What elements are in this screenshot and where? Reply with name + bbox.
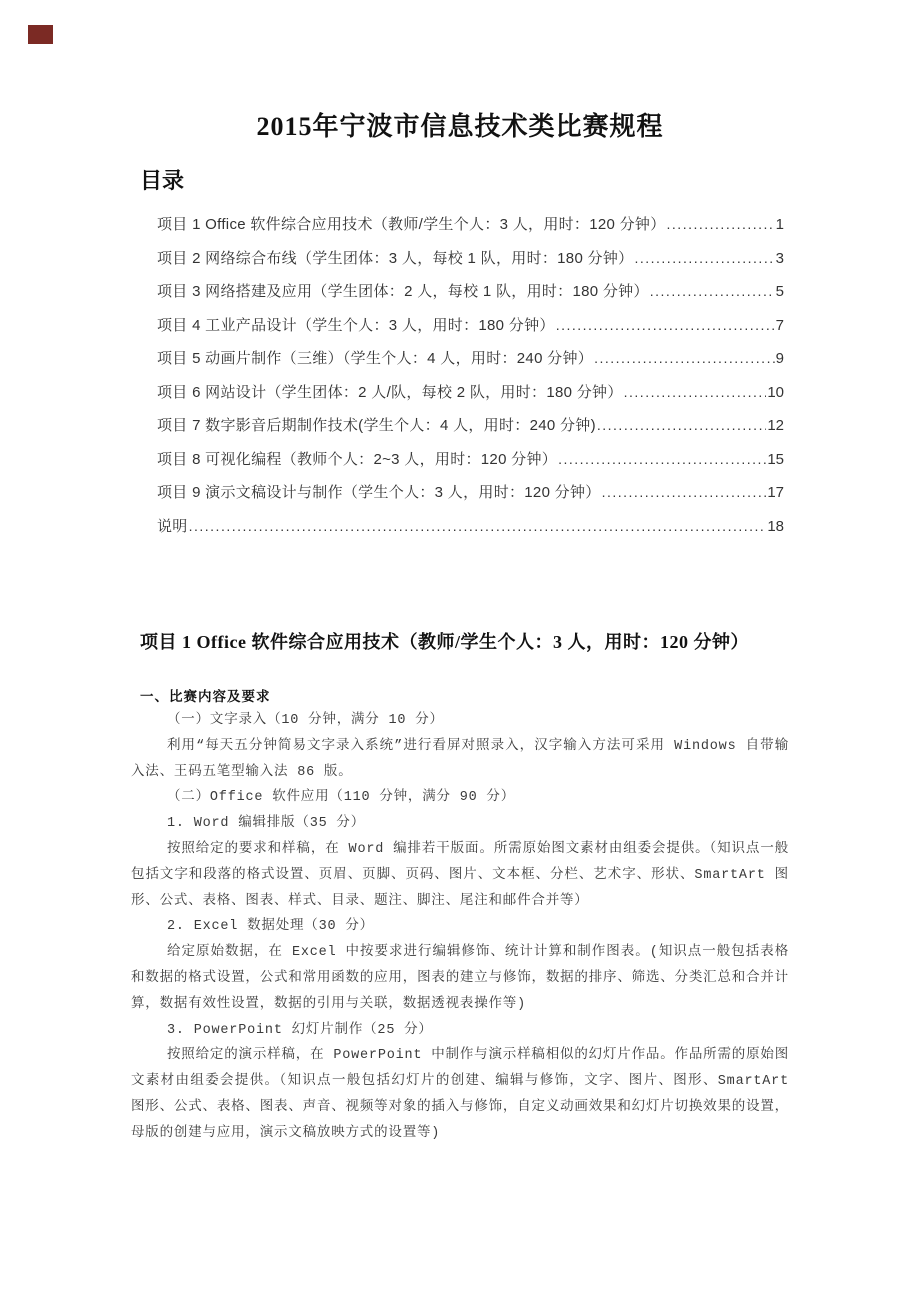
- toc-dot-leader: [597, 417, 766, 434]
- toc-page-number: 5: [775, 283, 784, 300]
- toc-item-label: 项目 8 可视化编程（教师个人：2~3 人，用时：120 分钟）: [157, 450, 558, 468]
- toc-item[interactable]: [157, 448, 784, 482]
- toc-item-label: 项目 6 网站设计（学生团体：2 人/队，每校 2 队，用时：180 分钟）: [157, 383, 623, 401]
- toc-dot-leader: [189, 518, 767, 535]
- toc-dot-leader: [650, 283, 775, 300]
- toc-dot-leader: [667, 216, 775, 233]
- toc-item-label: 说明: [157, 517, 188, 535]
- body-paragraph: 2. Excel 数据处理（30 分）: [167, 919, 374, 935]
- toc-page-number: 17: [767, 484, 784, 501]
- toc-item-label: 项目 1 Office 软件综合应用技术（教师/学生个人：3 人，用时：120 分钟）: [157, 216, 666, 233]
- toc-item[interactable]: [157, 481, 784, 515]
- toc-item[interactable]: [157, 314, 784, 348]
- section-body: [131, 708, 789, 1147]
- toc-item[interactable]: [157, 280, 784, 314]
- toc-page-number: 1: [775, 216, 784, 233]
- toc-item-label: 项目 9 演示文稿设计与制作（学生个人：3 人，用时：120 分钟）: [157, 484, 601, 501]
- toc-item-label: 项目 7 数字影音后期制作技术(学生个人：4 人，用时：240 分钟): [157, 417, 596, 434]
- body-paragraph: 按照给定的演示样稿，在 PowerPoint 中制作与演示样稿相似的幻灯片作品。作品所需的原始图文素材由组委会提供。（知识点一般包括幻灯片的创建、编辑与修饰，文字、图片、图形、SmartArt 图形、公式、表格、图表、声音、视频等对象的插入与修饰，自定义动画效果和幻灯片切换效果的设置，母版的创建与应用，演示文稿放映方式的设置等): [131, 1048, 789, 1141]
- corner-watermark: [28, 25, 53, 44]
- toc-dot-leader: [624, 384, 767, 401]
- toc-page-number: 18: [767, 517, 784, 535]
- body-paragraph: （一）文字录入（10 分钟，满分 10 分）: [167, 713, 444, 728]
- body-paragraph: 利用“每天五分钟简易文字录入系统”进行看屏对照录入，汉字输入方法可采用 Windows 自带输入法、王码五笔型输入法 86 版。: [131, 738, 789, 780]
- toc-item-label: 项目 4 工业产品设计（学生个人：3 人，用时：180 分钟）: [157, 316, 555, 334]
- toc-page-number: 12: [767, 417, 784, 434]
- toc-item-label: 项目 3 网络搭建及应用（学生团体：2 人，每校 1 队，用时：180 分钟）: [157, 283, 649, 300]
- toc-page-number: 15: [767, 450, 784, 468]
- toc-item-label: 项目 2 网络综合布线（学生团体：3 人，每校 1 队，用时：180 分钟）: [157, 249, 634, 267]
- toc-page-number: 9: [775, 350, 784, 367]
- toc-item[interactable]: [157, 347, 784, 381]
- toc-item[interactable]: [157, 213, 784, 247]
- document-title: 2015年宁波市信息技术类比赛规程: [256, 112, 664, 141]
- toc-page-number: 3: [775, 249, 784, 267]
- toc-list: [157, 213, 784, 548]
- toc-dot-leader: [558, 451, 766, 468]
- body-paragraph: 按照给定的要求和样稿，在 Word 编排若干版面。所需原始图文素材由组委会提供。（知识点一般包括文字和段落的格式设置、页眉、页脚、页码、图片、文本框、分栏、艺术字、形状、SmartArt 图形、公式、表格、图表、样式、目录、题注、脚注、尾注和邮件合并等）: [131, 841, 789, 909]
- toc-item[interactable]: [157, 247, 784, 281]
- section-subheading: 一、比赛内容及要求: [140, 689, 271, 704]
- toc-item[interactable]: [157, 414, 784, 448]
- toc-item[interactable]: [157, 515, 784, 549]
- body-paragraph: 1. Word 编辑排版（35 分）: [167, 816, 366, 832]
- toc-item-label: 项目 5 动画片制作（三维）（学生个人：4 人，用时：240 分钟）: [157, 350, 594, 367]
- toc-dot-leader: [556, 317, 775, 334]
- toc-heading: 目录: [140, 168, 185, 193]
- toc-page-number: 10: [767, 383, 784, 401]
- toc-dot-leader: [634, 250, 774, 267]
- body-paragraph: （二）Office 软件应用（110 分钟，满分 90 分）: [167, 790, 516, 806]
- body-paragraph: 给定原始数据，在 Excel 中按要求进行编辑修饰、统计计算和制作图表。(知识点一般包括表格和数据的格式设置，公式和常用函数的应用，图表的建立与修饰，数据的排序、筛选、分类汇总和合并计算，数据有效性设置，数据的引用与关联，数据透视表操作等): [131, 945, 789, 1012]
- toc-dot-leader: [594, 350, 775, 367]
- section-heading: 项目 1 Office 软件综合应用技术（教师/学生个人：3 人，用时：120 分钟）: [140, 632, 749, 652]
- body-paragraph: 3. PowerPoint 幻灯片制作（25 分）: [167, 1022, 433, 1038]
- toc-item[interactable]: [157, 381, 784, 415]
- toc-dot-leader: [602, 484, 767, 501]
- toc-page-number: 7: [775, 316, 784, 334]
